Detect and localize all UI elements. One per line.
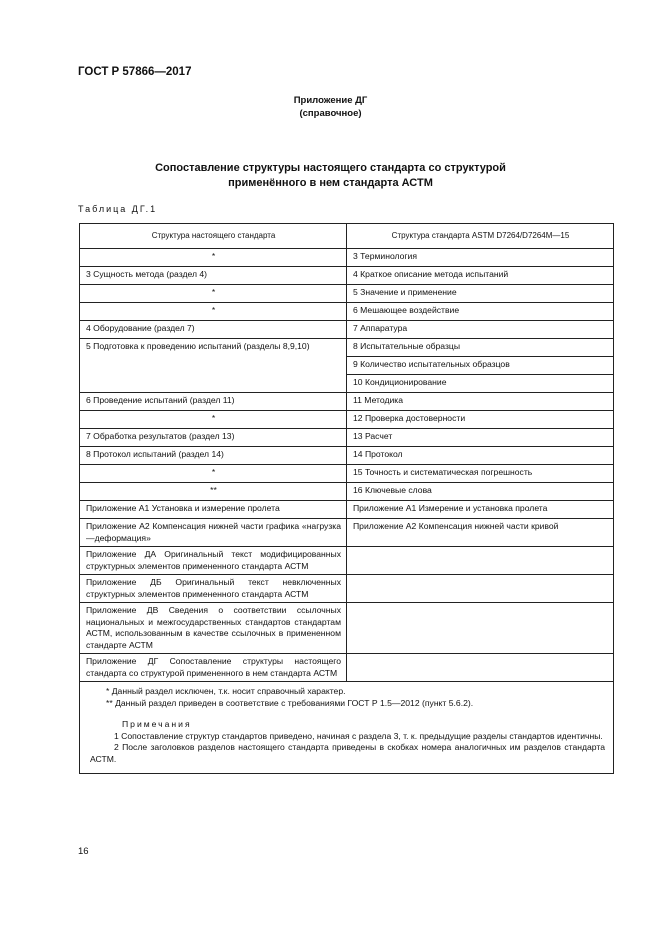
table-cell: Приложение ДА Оригинальный текст модифицированных структурных элементов примененного стандарта АСТМ	[80, 547, 347, 575]
table-cell: *	[80, 465, 347, 483]
table-cell: 15 Точность и систематическая погрешность	[347, 465, 614, 483]
table-cell: 8 Испытательные образцы	[347, 339, 614, 357]
table-cell	[347, 654, 614, 682]
table-cell: **	[80, 483, 347, 501]
table-label: Таблица ДГ.1	[78, 204, 158, 214]
table-row	[80, 393, 614, 411]
table-cell: 4 Краткое описание метода испытаний	[347, 267, 614, 285]
table-row	[80, 547, 614, 575]
table-row	[80, 447, 614, 465]
table-row	[80, 501, 614, 519]
page-title-line-1: Сопоставление структуры настоящего стандарта со структурой	[155, 162, 506, 174]
table-row	[80, 429, 614, 447]
table-cell	[347, 575, 614, 603]
page-number: 16	[78, 846, 89, 857]
table-cell: 11 Методика	[347, 393, 614, 411]
table-cell: 3 Сущность метода (раздел 4)	[80, 267, 347, 285]
table-cell: 3 Терминология	[347, 249, 614, 267]
table-row	[80, 303, 614, 321]
table-cell: Приложение А1 Измерение и установка пролета	[347, 501, 614, 519]
table-cell: *	[80, 285, 347, 303]
table-cell: 7 Обработка результатов (раздел 13)	[80, 429, 347, 447]
table-cell: 7 Аппаратура	[347, 321, 614, 339]
table-cell: 12 Проверка достоверности	[347, 411, 614, 429]
table-cell: Приложение ДВ Сведения о соответствии ссылочных национальных и межгосударственных стандартов стандартам АСТМ, использованным в качестве ссылочных в примененном стандарте АСТМ	[80, 603, 347, 654]
table-cell: *	[80, 411, 347, 429]
notes-heading: Примечания	[122, 719, 192, 729]
table-cell: 14 Протокол	[347, 447, 614, 465]
appendix-title: Приложение ДГ	[293, 95, 368, 106]
table-row	[80, 267, 614, 285]
table-header-row	[80, 224, 614, 249]
table-cell: Приложение А2 Компенсация нижней части кривой	[347, 519, 614, 547]
table-cell: 8 Протокол испытаний (раздел 14)	[80, 447, 347, 465]
table-cell: 6 Проведение испытаний (раздел 11)	[80, 393, 347, 411]
table-row	[80, 321, 614, 339]
table-cell: 5 Подготовка к проведению испытаний (разделы 8,9,10)	[80, 339, 347, 393]
table-cell: 6 Мешающее воздействие	[347, 303, 614, 321]
table-cell: 13 Расчет	[347, 429, 614, 447]
footnote-2: ** Данный раздел приведен в соответствие с требованиями ГОСТ Р 1.5—2012 (пункт 5.6.2).	[106, 697, 474, 708]
table-row	[80, 603, 614, 654]
column-header: Структура настоящего стандарта	[80, 224, 347, 249]
table-cell: *	[80, 303, 347, 321]
table-row	[80, 285, 614, 303]
table-cell: *	[80, 249, 347, 267]
table-row	[80, 249, 614, 267]
note-2: 2 После заголовков разделов настоящего стандарта приведены в скобках номера аналогичных им разделов стандарта АСТМ.	[90, 742, 605, 764]
table-row	[80, 465, 614, 483]
table-cell: 10 Кондиционирование	[347, 375, 614, 393]
table-cell: 5 Значение и применение	[347, 285, 614, 303]
table-row	[80, 339, 614, 357]
table-row	[80, 654, 614, 682]
table-cell: Приложение ДГ Сопоставление структуры настоящего стандарта со структурой примененного в нем стандарта АСТМ	[80, 654, 347, 682]
table-notes-row	[80, 682, 614, 774]
table-notes-cell	[80, 682, 614, 774]
table-row	[80, 411, 614, 429]
table-cell: Приложение ДБ Оригинальный текст невключенных структурных элементов примененного стандарта АСТМ	[80, 575, 347, 603]
footnote-1: * Данный раздел исключен, т.к. носит справочный характер.	[106, 686, 346, 696]
table-cell: 4 Оборудование (раздел 7)	[80, 321, 347, 339]
table-cell	[347, 603, 614, 654]
appendix-subtitle: (справочное)	[299, 108, 362, 119]
table-row	[80, 483, 614, 501]
table-cell: 16 Ключевые слова	[347, 483, 614, 501]
table-cell: Приложение А2 Компенсация нижней части графика «нагрузка—деформация»	[80, 519, 347, 547]
table-cell	[347, 547, 614, 575]
note-1: 1 Сопоставление структур стандартов приведено, начиная с раздела 3, т. к. предыдущие разделы стандартов идентичны.	[114, 730, 603, 741]
document-code: ГОСТ Р 57866—2017	[78, 66, 192, 78]
column-header: Структура стандарта ASTM D7264/D7264M—15	[347, 224, 614, 249]
table-cell: Приложение А1 Установка и измерение пролета	[80, 501, 347, 519]
table-cell: 9 Количество испытательных образцов	[347, 357, 614, 375]
comparison-table	[79, 223, 614, 774]
page-title-line-2: применённого в нем стандарта АСТМ	[228, 177, 433, 189]
table-row	[80, 519, 614, 547]
table-row	[80, 575, 614, 603]
